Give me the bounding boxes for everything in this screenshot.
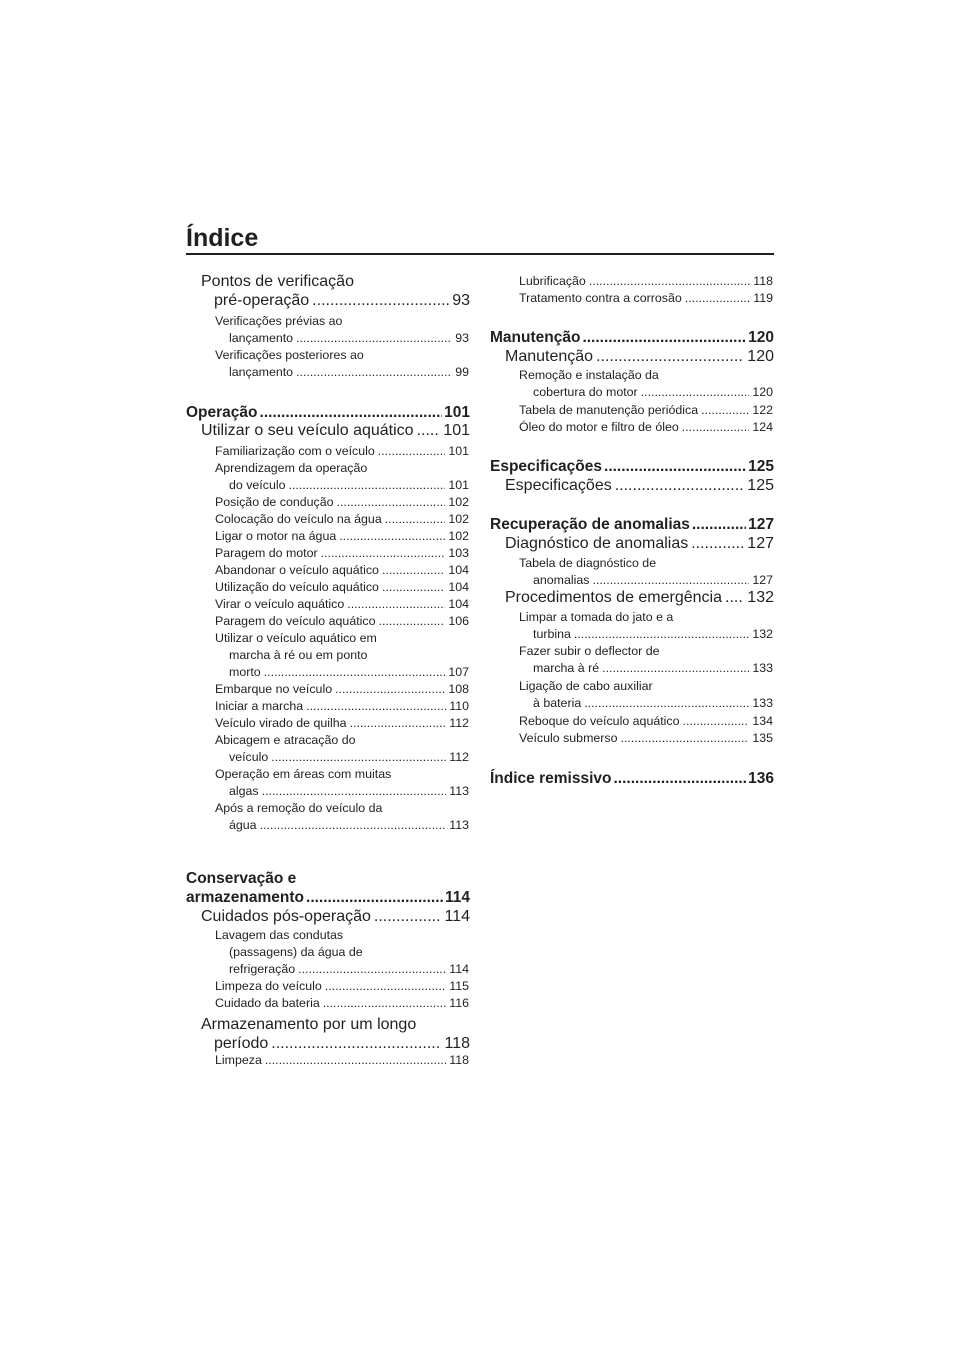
dot-leader [350, 715, 447, 732]
toc-entry-line [490, 626, 774, 643]
dot-leader [615, 476, 745, 495]
toc-entry-title: Limpar a tomada do jato e a [519, 610, 674, 624]
toc-page-number: 114 [444, 908, 470, 925]
dot-leader [298, 961, 446, 978]
toc-entry-title: refrigeração [229, 962, 296, 976]
toc-entry-line [186, 817, 470, 834]
toc-page-number: 132 [747, 589, 774, 606]
dot-leader [683, 713, 750, 730]
toc-entry-title: marcha à ré [533, 661, 600, 675]
toc-entry-title: Familiarização com o veículo [215, 444, 375, 458]
toc-entry-title: Após a remoção do veículo da [215, 801, 383, 815]
toc-entry-line [490, 290, 774, 307]
toc-entry-title: pré-operação [214, 292, 310, 309]
toc-subsection-entry[interactable] [490, 367, 774, 401]
toc-page-number: 112 [449, 716, 469, 730]
toc-entry-line [490, 695, 774, 712]
toc-page-number: 127 [748, 516, 774, 533]
toc-subsection-entry[interactable] [490, 643, 774, 677]
toc-subsection-entry[interactable] [186, 715, 470, 732]
toc-page-number: 113 [449, 784, 469, 798]
toc-entry-title: à bateria [533, 696, 582, 710]
dot-leader [347, 596, 445, 613]
toc-subsection-entry[interactable] [186, 528, 470, 545]
toc-entry-title: lançamento [229, 365, 294, 379]
toc-entry-title: Veículo virado de quilha [215, 716, 347, 730]
toc-page-number: 114 [449, 962, 469, 976]
toc-entry-line [490, 367, 774, 384]
toc-entry-line [186, 907, 470, 926]
toc-page-number: 101 [448, 478, 469, 492]
dot-leader [296, 364, 452, 381]
toc-entry-line [490, 572, 774, 589]
toc-entry-line [186, 944, 470, 961]
toc-page-number: 135 [752, 731, 773, 745]
toc-page-number: 118 [449, 1053, 469, 1067]
toc-entry-line [186, 613, 470, 630]
toc-entry-title: Paragem do veículo aquático [215, 614, 376, 628]
toc-entry-title: Especificações [505, 477, 612, 494]
toc-entry-line [186, 647, 470, 664]
dot-leader [596, 347, 744, 366]
dot-leader [306, 698, 446, 715]
dot-leader [271, 749, 446, 766]
toc-entry-title: Armazenamento por um longo [201, 1016, 417, 1033]
toc-entry-title: Operação em áreas com muitas [215, 767, 392, 781]
dot-leader [378, 443, 446, 460]
dot-leader [288, 477, 445, 494]
toc-entry-line [186, 961, 470, 978]
dot-leader [337, 494, 446, 511]
toc-entry-title: Ligar o motor na água [215, 529, 337, 543]
toc-entry-title: Conservação e [186, 870, 297, 887]
toc-entry-line [490, 588, 774, 607]
dot-leader [621, 730, 750, 747]
toc-entry-title: Cuidados pós-operação [201, 908, 371, 925]
dot-leader [584, 695, 749, 712]
toc-section-entry[interactable] [186, 907, 470, 926]
toc-subsection-entry[interactable] [490, 730, 774, 747]
toc-subsection-entry[interactable] [186, 494, 470, 511]
toc-entry-title: Especificações [490, 458, 603, 475]
toc-entry-line [490, 476, 774, 495]
toc-entry-title: Embarque no veículo [215, 682, 333, 696]
toc-entry-line [186, 1034, 470, 1053]
toc-subsection-entry[interactable] [186, 698, 470, 715]
toc-page-number: 120 [748, 329, 774, 346]
toc-entry-line [186, 715, 470, 732]
toc-entry-title: Manutenção [505, 348, 594, 365]
toc-entry-title: Tabela de manutenção periódica [519, 403, 699, 417]
toc-section-entry[interactable] [186, 1015, 470, 1053]
toc-page-number: 124 [752, 420, 773, 434]
toc-entry-title: Diagnóstico de anomalias [505, 535, 689, 552]
toc-subsection-entry[interactable] [186, 313, 470, 347]
toc-entry-line [490, 457, 774, 476]
toc-page-number: 133 [752, 696, 773, 710]
toc-subsection-entry[interactable] [186, 978, 470, 995]
dot-leader [335, 681, 445, 698]
toc-page-number: 101 [448, 444, 469, 458]
toc-entry-line [186, 888, 470, 907]
toc-page-number: 110 [449, 699, 469, 713]
toc-entry-line [186, 494, 470, 511]
toc-subsection-entry[interactable] [186, 511, 470, 528]
toc-entry-line [490, 534, 774, 553]
toc-subsection-entry[interactable] [186, 562, 470, 579]
toc-entry-title: lançamento [229, 331, 294, 345]
toc-entry-title: Limpeza do veículo [215, 979, 322, 993]
toc-entry-title: Lavagem das condutas [215, 928, 344, 942]
toc-entry-line [186, 927, 470, 944]
toc-subsection-entry[interactable] [186, 579, 470, 596]
toc-subsection-entry[interactable] [186, 681, 470, 698]
toc-chapter-entry[interactable] [490, 328, 774, 347]
toc-entry-line [490, 555, 774, 572]
toc-page-number: 122 [752, 403, 773, 417]
toc-entry-line [186, 800, 470, 817]
dot-leader [339, 528, 445, 545]
dot-leader [417, 421, 441, 440]
toc-entry-line [490, 419, 774, 436]
toc-page-number: 118 [444, 1035, 470, 1052]
toc-subsection-entry[interactable] [186, 443, 470, 460]
dot-leader [682, 419, 750, 436]
toc-page-number: 104 [448, 563, 469, 577]
toc-entry-line [186, 347, 470, 364]
toc-page-number: 102 [448, 512, 469, 526]
toc-entry-title: água [229, 818, 257, 832]
toc-page-number: 114 [444, 889, 470, 906]
toc-entry-title: Iniciar a marcha [215, 699, 304, 713]
toc-entry-title: Índice remissivo [490, 770, 612, 787]
toc-subsection-entry[interactable] [186, 732, 470, 766]
toc-entry-line [490, 402, 774, 419]
toc-subsection-entry[interactable] [186, 630, 470, 681]
dot-leader [589, 273, 750, 290]
toc-entry-title: Recuperação de anomalias [490, 516, 690, 533]
toc-page-number: 118 [753, 274, 773, 288]
toc-entry-line [186, 749, 470, 766]
dot-leader [692, 515, 746, 534]
toc-section-entry[interactable] [490, 476, 774, 495]
toc-entry-line [186, 272, 470, 291]
toc-entry-line [490, 515, 774, 534]
toc-entry-title: turbina [533, 627, 571, 641]
toc-entry-line [186, 291, 470, 310]
dot-leader [260, 403, 443, 422]
toc-page-number: 132 [752, 627, 773, 641]
toc-subsection-entry[interactable] [490, 609, 774, 643]
dot-leader [582, 328, 746, 347]
dot-leader [379, 613, 446, 630]
toc-page-number: 112 [449, 750, 469, 764]
toc-subsection-entry[interactable] [490, 678, 774, 712]
toc-entry-line [186, 330, 470, 347]
dot-leader [312, 291, 449, 310]
toc-page-number: 116 [449, 996, 469, 1010]
toc-entry-line [186, 869, 470, 888]
toc-page-number: 127 [747, 535, 774, 552]
dot-leader [260, 817, 447, 834]
toc-entry-line [186, 1052, 470, 1069]
page-title: Índice [186, 224, 259, 252]
toc-page-number: 101 [444, 404, 470, 421]
toc-entry-line [490, 713, 774, 730]
toc-entry-line [186, 1015, 470, 1034]
toc-page-number: 101 [443, 422, 470, 439]
toc-entry-line [186, 528, 470, 545]
toc-entry-title: armazenamento [186, 889, 305, 906]
toc-page-number: 120 [752, 385, 773, 399]
dot-leader [382, 579, 445, 596]
toc-entry-line [186, 364, 470, 381]
dot-leader [262, 783, 447, 800]
toc-entry-title: marcha à ré ou em ponto [229, 648, 368, 662]
toc-entry-title: Posição de condução [215, 495, 334, 509]
toc-entry-line [186, 664, 470, 681]
toc-entry-line [186, 477, 470, 494]
toc-entry-title: Paragem do motor [215, 546, 318, 560]
dot-leader [613, 769, 746, 788]
toc-entry-line [490, 678, 774, 695]
toc-entry-title: Ligação de cabo auxiliar [519, 679, 653, 693]
toc-page-number: 102 [448, 495, 469, 509]
toc-entry-line [186, 596, 470, 613]
toc-subsection-entry[interactable] [186, 800, 470, 834]
toc-subsection-entry[interactable] [490, 402, 774, 419]
toc-entry-line [490, 769, 774, 788]
toc-page-number: 104 [448, 580, 469, 594]
toc-entry-title: (passagens) da água de [229, 945, 363, 959]
toc-entry-title: do veículo [229, 478, 286, 492]
toc-chapter-entry[interactable] [186, 869, 470, 907]
toc-entry-title: Colocação do veículo na água [215, 512, 382, 526]
toc-entry-line [186, 978, 470, 995]
toc-entry-line [186, 313, 470, 330]
dot-leader [725, 588, 744, 607]
dot-leader [265, 1052, 446, 1069]
toc-entry-line [186, 562, 470, 579]
dot-leader [323, 995, 447, 1012]
toc-entry-line [186, 732, 470, 749]
toc-subsection-entry[interactable] [490, 273, 774, 290]
toc-entry-line [186, 460, 470, 477]
toc-page-number: 93 [455, 331, 469, 345]
title-rule [186, 253, 774, 255]
toc-subsection-entry[interactable] [186, 766, 470, 800]
toc-entry-line [490, 609, 774, 626]
toc-entry-title: Tabela de diagnóstico de [519, 556, 657, 570]
toc-section-entry[interactable] [186, 421, 470, 440]
toc-page-number: 136 [748, 770, 774, 787]
toc-section-entry[interactable] [490, 534, 774, 553]
toc-subsection-entry[interactable] [490, 713, 774, 730]
toc-page-number: 134 [752, 714, 773, 728]
dot-leader [691, 534, 744, 553]
toc-entry-line [186, 766, 470, 783]
toc-entry-title: Operação [186, 404, 258, 421]
toc-subsection-entry[interactable] [186, 347, 470, 381]
dot-leader [321, 545, 446, 562]
toc-page-number: 115 [449, 979, 469, 993]
dot-leader [325, 978, 446, 995]
toc-entry-line [490, 384, 774, 401]
dot-leader [641, 384, 750, 401]
toc-entry-title: morto [229, 665, 261, 679]
toc-entry-title: Óleo do motor e filtro de óleo [519, 420, 679, 434]
toc-subsection-entry[interactable] [490, 555, 774, 589]
toc-page-number: 133 [752, 661, 773, 675]
toc-entry-title: Abicagem e atracação do [215, 733, 356, 747]
dot-leader [264, 664, 446, 681]
toc-entry-title: Veículo submerso [519, 731, 618, 745]
toc-page-number: 93 [452, 292, 470, 309]
toc-entry-line [186, 681, 470, 698]
toc-chapter-entry[interactable] [490, 515, 774, 534]
toc-entry-title: Verificações prévias ao [215, 314, 343, 328]
toc-entry-line [186, 698, 470, 715]
dot-leader [592, 572, 749, 589]
toc-entry-line [490, 273, 774, 290]
toc-entry-title: Remoção e instalação da [519, 368, 659, 382]
toc-subsection-entry[interactable] [186, 995, 470, 1012]
toc-chapter-entry[interactable] [490, 769, 774, 788]
toc-page-number: 125 [748, 458, 774, 475]
toc-page-number: 119 [753, 291, 773, 305]
toc-entry-title: Verificações posteriores ao [215, 348, 364, 362]
toc-entry-title: cobertura do motor [533, 385, 638, 399]
toc-page-number: 99 [455, 365, 469, 379]
toc-subsection-entry[interactable] [490, 419, 774, 436]
dot-leader [685, 290, 750, 307]
toc-entry-title: Manutenção [490, 329, 581, 346]
toc-subsection-entry[interactable] [186, 596, 470, 613]
dot-leader [374, 907, 442, 926]
toc-entry-title: Virar o veículo aquático [215, 597, 345, 611]
toc-subsection-entry[interactable] [186, 613, 470, 630]
toc-page-number: 127 [752, 573, 773, 587]
dot-leader [574, 626, 749, 643]
toc-page-number: 120 [747, 348, 774, 365]
toc-entry-line [186, 783, 470, 800]
toc-subsection-entry[interactable] [490, 290, 774, 307]
toc-entry-title: Lubrificação [519, 274, 586, 288]
toc-entry-title: veículo [229, 750, 269, 764]
toc-page-number: 106 [448, 614, 469, 628]
toc-entry-title: Aprendizagem da operação [215, 461, 368, 475]
toc-entry-title: Cuidado da bateria [215, 996, 320, 1010]
toc-entry-line [186, 511, 470, 528]
toc-chapter-entry[interactable] [186, 403, 470, 422]
toc-page-number: 113 [449, 818, 469, 832]
dot-leader [604, 457, 746, 476]
toc-page-number: 107 [448, 665, 469, 679]
toc-subsection-entry[interactable] [186, 545, 470, 562]
toc-entry-line [186, 421, 470, 440]
toc-section-entry[interactable] [490, 347, 774, 366]
toc-subsection-entry[interactable] [186, 1052, 470, 1069]
toc-entry-title: Abandonar o veículo aquático [215, 563, 379, 577]
toc-entry-line [490, 730, 774, 747]
toc-page-number: 102 [448, 529, 469, 543]
dot-leader [602, 660, 749, 677]
toc-entry-title: Limpeza [215, 1053, 262, 1067]
toc-entry-line [186, 579, 470, 596]
toc-entry-title: Procedimentos de emergência [505, 589, 723, 606]
toc-entry-title: Utilizar o seu veículo aquático [201, 422, 414, 439]
dot-leader [385, 511, 446, 528]
toc-entry-title: Reboque do veículo aquático [519, 714, 680, 728]
toc-entry-title: Fazer subir o deflector de [519, 644, 660, 658]
toc-entry-line [490, 660, 774, 677]
toc-page-number: 104 [448, 597, 469, 611]
toc-entry-title: Utilização do veículo aquático [215, 580, 379, 594]
toc-entry-line [186, 995, 470, 1012]
toc-entry-line [186, 403, 470, 422]
toc-subsection-entry[interactable] [186, 927, 470, 978]
toc-entry-line [186, 545, 470, 562]
toc-page-number: 103 [448, 546, 469, 560]
toc-entry-title: período [214, 1035, 269, 1052]
toc-subsection-entry[interactable] [186, 460, 470, 494]
toc-entry-title: Pontos de verificação [201, 273, 354, 290]
toc-entry-line [186, 630, 470, 647]
toc-page-number: 108 [448, 682, 469, 696]
dot-leader [306, 888, 443, 907]
toc-entry-line [490, 328, 774, 347]
toc-entry-line [186, 443, 470, 460]
toc-entry-title: algas [229, 784, 259, 798]
toc-section-entry[interactable] [186, 272, 470, 310]
toc-entry-title: anomalias [533, 573, 590, 587]
dot-leader [701, 402, 749, 419]
toc-entry-line [490, 347, 774, 366]
toc-page-number: 125 [747, 477, 774, 494]
dot-leader [382, 562, 445, 579]
toc-entry-line [490, 643, 774, 660]
toc-section-entry[interactable] [490, 588, 774, 607]
dot-leader [296, 330, 452, 347]
dot-leader [271, 1034, 441, 1053]
toc-chapter-entry[interactable] [490, 457, 774, 476]
toc-entry-title: Utilizar o veículo aquático em [215, 631, 377, 645]
toc-entry-title: Tratamento contra a corrosão [519, 291, 682, 305]
